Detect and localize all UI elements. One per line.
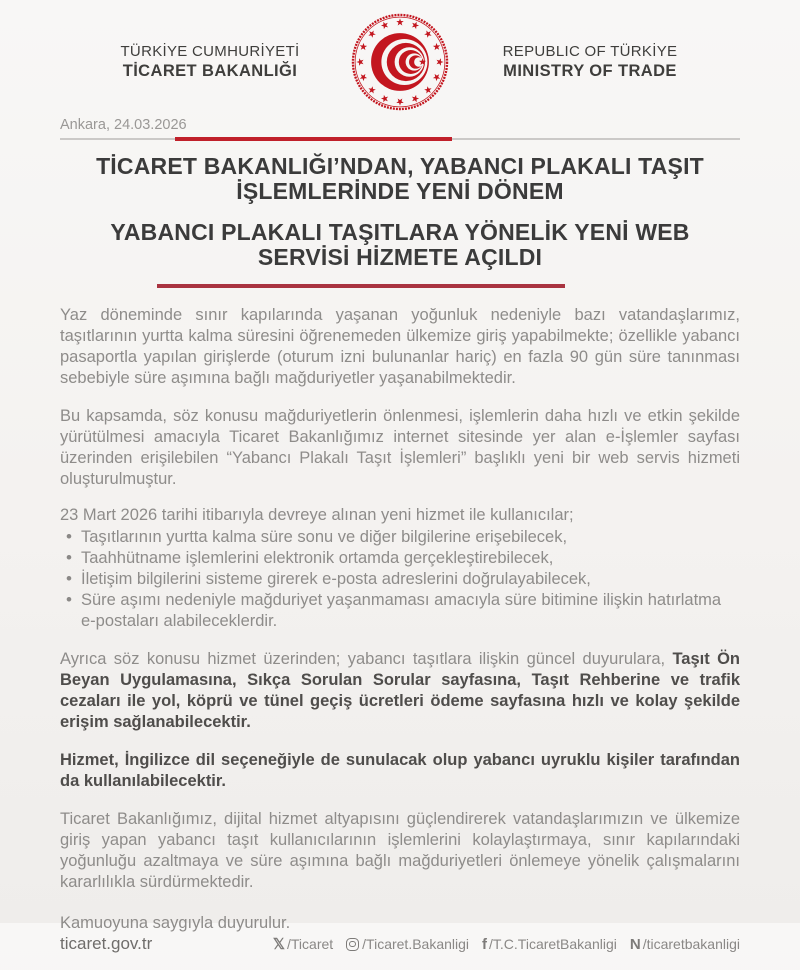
paragraph-quick-access-regular: Ayrıca söz konusu hizmet üzerinden; yabancı taşıtlara ilişkin güncel duyurulara, (60, 650, 673, 668)
paragraph-quick-access (60, 649, 740, 733)
social-facebook-handle: /T.C.TicaretBakanligi (489, 936, 617, 952)
header-english-block (475, 43, 705, 81)
list-item-email-verify: • İletişim bilgilerini sisteme girerek e-posta adreslerini doğrulayabilecek, (60, 569, 740, 590)
header-turkish-line1: TÜRKİYE CUMHURİYETİ (120, 43, 300, 60)
list-item-reminder-emails: • Süre aşımı nedeniyle mağduriyet yaşanmaması amacıyla süre bitimine ilişkin hatırlatma e-postaları alabileceklerdir. (60, 590, 740, 632)
social-instagram-handle: /Ticaret.Bakanligi (362, 936, 470, 952)
divider-red-segment (175, 137, 452, 141)
paragraph-english-option: Hizmet, İngilizce dil seçeneğiyle de sunulacak olup yabancı uyruklu kişiler tarafından da kullanılabilecektir. (60, 751, 740, 790)
feature-list (60, 527, 740, 632)
social-facebook-link[interactable] (482, 936, 617, 953)
nsosyal-icon: N (629, 935, 641, 953)
list-item-commitment: • Taahhütname işlemlerini elektronik ortamda gerçekleştirebilecek, (60, 548, 740, 569)
social-nsosyal-link[interactable] (630, 936, 740, 953)
paragraph-new-web-service: Bu kapsamda, söz konusu mağduriyetlerin önlenmesi, işlemlerin daha hızlı ve etkin şekilde yürütülmesi amacıyla Ticaret Bakanlığımız internet sitesinde yer alan e-İşlemler sayfası üzerinden erişilebilen “Yabancı Plakalı Taşıt İşlemleri” başlıklı yeni bir web servis hizmeti oluşturulmuştur. (60, 407, 740, 488)
paragraph-summer-congestion: Yaz döneminde sınır kapılarında yaşanan yoğunluk nedeniyle bazı vatandaşlarımız, taşıtlarının yurtta kalma süresini öğrenemeden ülkemize giriş yapabilmekte; özellikle yabancı pasaportla yapılan girişlerde (oturum izni bulunanlar hariç) en fazla 90 gün süre tanınması sebebiyle süre aşımına bağlı mağduriyetler yaşanabilmektedir. (60, 306, 740, 387)
header-turkish-line2: TİCARET BAKANLIĞI (122, 62, 298, 80)
social-x-link[interactable] (273, 935, 333, 953)
social-instagram-link[interactable] (346, 936, 469, 952)
header (60, 0, 740, 111)
social-links (273, 935, 740, 953)
closing-note: Kamuoyuna saygıyla duyurulur. (60, 914, 291, 932)
list-intro: 23 Mart 2026 tarihi itibarıyla devreye alınan yeni hizmet ile kullanıcılar; (60, 506, 574, 524)
website-link[interactable]: ticaret.gov.tr (60, 934, 153, 953)
footer (0, 934, 800, 970)
list-item-duration-info: • Taşıtlarının yurtta kalma süre sonu ve diğer bilgilerine erişebilecek, (60, 527, 740, 548)
dateline: Ankara, 24.03.2026 (60, 117, 187, 133)
headline-primary: TİCARET BAKANLIĞI’NDAN, YABANCI PLAKALI TAŞIT İŞLEMLERİNDE YENİ DÖNEM (96, 153, 704, 204)
divider (60, 137, 740, 141)
header-turkish-block (95, 43, 325, 81)
x-twitter-icon: 𝕏 (272, 936, 285, 953)
header-english-line1: REPUBLIC OF TÜRKİYE (502, 43, 678, 60)
social-nsosyal-handle: /ticaretbakanligi (642, 936, 740, 952)
instagram-icon (346, 938, 359, 951)
accent-bar (157, 284, 565, 288)
paragraph-commitment-statement: Ticaret Bakanlığımız, dijital hizmet altyapısını güçlendirerek vatandaşlarımızın ve ülkemize giriş yapan yabancı taşıt kullanıcılarının işlemlerini kolaylaştırmaya, sınır kapılarındaki yoğunluğu azaltmaya ve süre aşımına bağlı mağduriyetleri önlemeye yönelik çalışmalarını kararlılıkla sürdürmektedir. (60, 810, 740, 891)
feature-list-block (60, 505, 740, 632)
headline-secondary: YABANCI PLAKALI TAŞITLARA YÖNELİK YENİ WEB SERVİSİ HİZMETE AÇILDI (110, 219, 690, 270)
facebook-icon: f (482, 935, 488, 953)
ministry-of-trade-emblem-icon (351, 13, 449, 111)
social-x-handle: /Ticaret (287, 936, 334, 952)
paragraph-quick-access-bold: Taşıt Ön Beyan Uygulamasına, Sıkça Sorulan Sorular sayfasına, Taşıt Rehberine ve trafik cezaları ile yol, köprü ve tünel geçiş ücretleri ödeme sayfasına hızlı ve kolay şekilde erişim sağlanabilecektir. (60, 650, 740, 731)
header-english-line2: MINISTRY OF TRADE (503, 62, 677, 80)
